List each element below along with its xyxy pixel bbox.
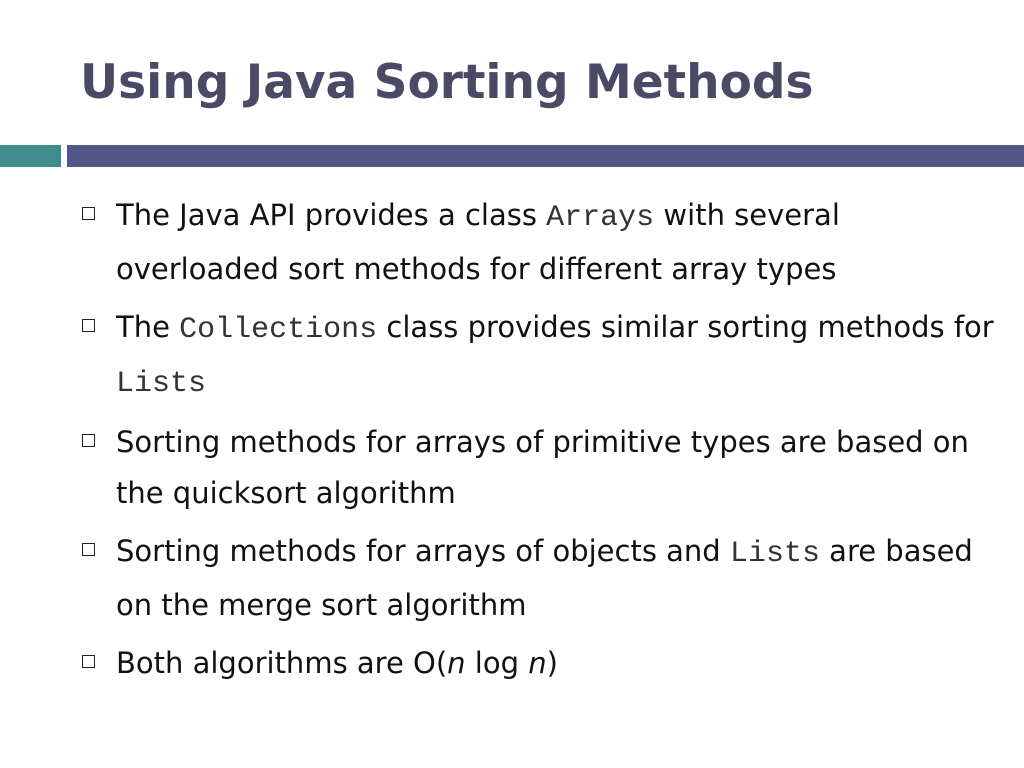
bullet-list [82,190,1002,696]
code-term: Collections [179,313,378,347]
bullet-text: Sorting methods for arrays of primitive types are based on the quicksort algorithm [116,425,969,510]
bullet-item [82,638,1002,689]
bullet-item [82,526,1002,631]
code-term: Lists [729,537,820,571]
bullet-text-segment: Sorting methods for arrays of objects and [116,534,730,568]
bullet-text [116,190,1002,295]
italic-variable: n [447,646,466,680]
title-underline-bar [67,145,1024,167]
square-bullet-icon [82,655,95,668]
bullet-item [82,302,1002,410]
bullet-text-segment: log [465,646,529,680]
code-term: Arrays [546,201,655,235]
italic-variable: n [528,646,547,680]
bullet-text [116,302,1002,410]
bullet-item [82,190,1002,295]
bullet-text-segment: The Java API provides a class [116,198,547,232]
square-bullet-icon [82,207,95,220]
bullet-text [116,638,1002,689]
bullet-text-segment: are based on the merge sort algorithm [116,534,973,622]
square-bullet-icon [82,434,95,447]
bullet-text-segment: with several overloaded sort methods for different array types [116,198,840,286]
bullet-text-segment: ) [546,646,558,680]
code-term: Lists [116,367,207,401]
bullet-text-segment: class provides similar sorting methods for [377,310,994,344]
slide-title: Using Java Sorting Methods [80,55,814,110]
square-bullet-icon [82,319,95,332]
bullet-text [116,526,1002,631]
title-underline-accent-teal [0,145,61,167]
bullet-text-segment: Both algorithms are O( [116,646,448,680]
bullet-item [82,417,1002,519]
square-bullet-icon [82,543,95,556]
bullet-text-segment: The [116,310,180,344]
